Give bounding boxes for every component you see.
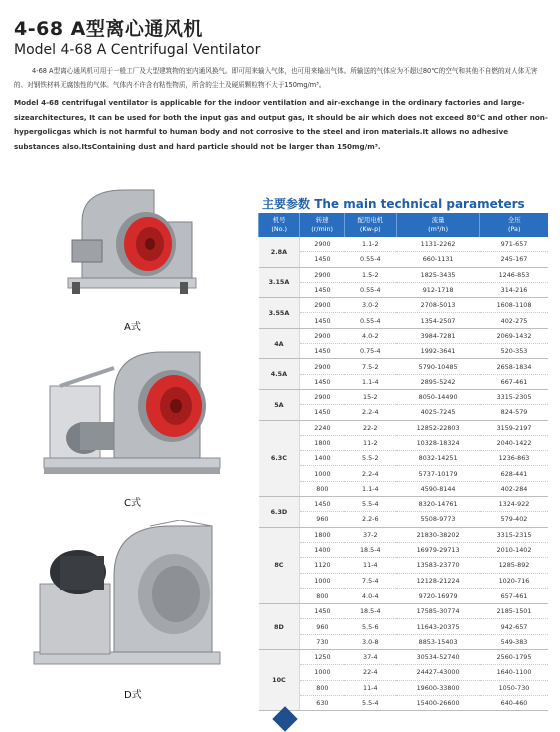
table-cell: 18.5-4 xyxy=(344,604,396,619)
table-cell: 1246-853 xyxy=(480,267,548,282)
model-number-cell: 2.8A xyxy=(259,237,300,267)
table-cell: 402-275 xyxy=(480,313,548,328)
table-cell: 0.55-4 xyxy=(344,252,396,267)
table-row xyxy=(259,604,549,619)
parameters-table xyxy=(258,213,548,711)
table-cell: 2240 xyxy=(300,420,345,435)
table-cell: 1354-2507 xyxy=(396,313,480,328)
table-cell: 2185-1501 xyxy=(480,604,548,619)
table-cell: 4.0-2 xyxy=(344,328,396,343)
table-cell: 37-2 xyxy=(344,527,396,542)
table-cell: 2900 xyxy=(300,298,345,313)
table-header-cell xyxy=(480,213,548,237)
table-cell: 1000 xyxy=(300,466,345,481)
fan-d-label: D式 xyxy=(124,690,142,701)
table-cell: 1250 xyxy=(300,650,345,665)
table-cell: 1825-3435 xyxy=(396,267,480,282)
table-row xyxy=(259,497,549,512)
table-cell: 549-383 xyxy=(480,634,548,649)
table-row xyxy=(259,680,549,695)
table-cell: 1050-730 xyxy=(480,680,548,695)
model-number-cell: 3.55A xyxy=(259,298,300,329)
table-cell: 657-461 xyxy=(480,588,548,603)
table-cell: 1000 xyxy=(300,573,345,588)
model-number-cell: 8D xyxy=(259,604,300,650)
model-number-cell: 3.15A xyxy=(259,267,300,298)
table-cell: 0.75-4 xyxy=(344,344,396,359)
table-cell: 1450 xyxy=(300,313,345,328)
table-cell: 3.0-2 xyxy=(344,298,396,313)
table-row xyxy=(259,542,549,557)
table-row xyxy=(259,650,549,665)
table-cell: 11-4 xyxy=(344,680,396,695)
table-cell: 5508-9773 xyxy=(396,512,480,527)
table-cell: 8320-14761 xyxy=(396,497,480,512)
table-cell: 11-2 xyxy=(344,435,396,450)
table-cell: 5.5-4 xyxy=(344,497,396,512)
table-cell: 2900 xyxy=(300,389,345,404)
table-cell: 628-441 xyxy=(480,466,548,481)
table-row xyxy=(259,512,549,527)
model-number-cell: 6.3C xyxy=(259,420,300,496)
model-number-cell: 5A xyxy=(259,389,300,420)
table-row xyxy=(259,634,549,649)
table-cell: 1.1-4 xyxy=(344,481,396,496)
table-cell: 1450 xyxy=(300,252,345,267)
table-cell: 520-353 xyxy=(480,344,548,359)
table-cell: 1120 xyxy=(300,558,345,573)
table-row xyxy=(259,695,549,710)
table-cell: 8032-14251 xyxy=(396,451,480,466)
table-cell: 942-657 xyxy=(480,619,548,634)
table-row xyxy=(259,527,549,542)
table-cell: 15400-26600 xyxy=(396,695,480,710)
model-number-cell: 10C xyxy=(259,650,300,711)
params-title-cn: 主要参数 xyxy=(262,197,311,211)
table-row xyxy=(259,420,549,435)
table-header-cell xyxy=(344,213,396,237)
table-header-row xyxy=(259,213,549,237)
header-label-cn: 配用电机 xyxy=(357,216,384,224)
model-number-cell: 8C xyxy=(259,527,300,603)
table-cell: 15-2 xyxy=(344,389,396,404)
table-cell: 18.5-4 xyxy=(344,542,396,557)
table-cell: 7.5-4 xyxy=(344,573,396,588)
table-cell: 960 xyxy=(300,512,345,527)
table-cell: 2900 xyxy=(300,328,345,343)
table-row xyxy=(259,619,549,634)
table-cell: 5.5-6 xyxy=(344,619,396,634)
table-cell: 4025-7245 xyxy=(396,405,480,420)
table-cell: 1450 xyxy=(300,374,345,389)
table-row xyxy=(259,405,549,420)
table-cell: 1000 xyxy=(300,665,345,680)
model-number-cell: 6.3D xyxy=(259,497,300,528)
table-header-cell xyxy=(259,213,300,237)
table-cell: 1450 xyxy=(300,344,345,359)
table-cell: 1131-2262 xyxy=(396,237,480,252)
table-cell: 667-461 xyxy=(480,374,548,389)
table-cell: 1236-863 xyxy=(480,451,548,466)
table-row xyxy=(259,466,549,481)
table-cell: 1800 xyxy=(300,527,345,542)
table-cell: 1324-922 xyxy=(480,497,548,512)
fan-a-illustration xyxy=(62,182,204,302)
table-cell: 30534-52740 xyxy=(396,650,480,665)
table-cell: 2900 xyxy=(300,267,345,282)
table-row xyxy=(259,328,549,343)
table-cell: 824-579 xyxy=(480,405,548,420)
table-cell: 2895-5242 xyxy=(396,374,480,389)
table-row xyxy=(259,588,549,603)
header-label-en: (r/min) xyxy=(311,225,334,233)
table-cell: 3315-2315 xyxy=(480,527,548,542)
table-row xyxy=(259,665,549,680)
header-label-cn: 全压 xyxy=(507,216,521,224)
header-label-en: (m³/h) xyxy=(428,225,449,233)
table-cell: 4590-8144 xyxy=(396,481,480,496)
params-title xyxy=(262,195,525,212)
table-cell: 5737-10179 xyxy=(396,466,480,481)
table-cell: 2069-1432 xyxy=(480,328,548,343)
fan-d-illustration xyxy=(30,520,226,680)
table-cell: 730 xyxy=(300,634,345,649)
table-header-cell xyxy=(396,213,480,237)
table-cell: 0.55-4 xyxy=(344,282,396,297)
table-cell: 1450 xyxy=(300,497,345,512)
table-cell: 19600-33800 xyxy=(396,680,480,695)
table-cell: 9720-16979 xyxy=(396,588,480,603)
table-cell: 2.2-6 xyxy=(344,512,396,527)
table-cell: 10328-18324 xyxy=(396,435,480,450)
fan-c-illustration xyxy=(40,346,230,486)
table-cell: 7.5-2 xyxy=(344,359,396,374)
model-number-cell: 4.5A xyxy=(259,359,300,390)
table-row xyxy=(259,573,549,588)
table-cell: 12128-21224 xyxy=(396,573,480,588)
page-title-en: Model 4-68 A Centrifugal Ventilator xyxy=(14,42,261,58)
table-row xyxy=(259,481,549,496)
table-cell: 2.2-4 xyxy=(344,405,396,420)
header-label-cn: 机号 xyxy=(272,216,286,224)
table-cell: 13583-23770 xyxy=(396,558,480,573)
table-row xyxy=(259,558,549,573)
table-cell: 2560-1795 xyxy=(480,650,548,665)
table-cell: 1.1-4 xyxy=(344,374,396,389)
header-label-cn: 转速 xyxy=(315,216,329,224)
table-cell: 17585-30774 xyxy=(396,604,480,619)
table-row xyxy=(259,344,549,359)
table-header-cell xyxy=(300,213,345,237)
table-row xyxy=(259,313,549,328)
table-cell: 1992-3641 xyxy=(396,344,480,359)
intro-paragraph-cn: 4-68 A型离心通风机可用于一般工厂及大型建筑物的室内通风换气。即可用来输入气体，也可用来输出气体。所输送的气体应为不超过80℃的空气和其他不自燃的对人体无害的、对钢铁材料无腐蚀性的气体。气体内不许含有粘性物质，所含的尘土及硬质颗粒物不大于150mg/m³。 xyxy=(14,67,538,89)
table-row xyxy=(259,252,549,267)
table-cell: 3315-2305 xyxy=(480,389,548,404)
table-cell: 245-167 xyxy=(480,252,548,267)
table-row xyxy=(259,374,549,389)
table-cell: 1020-716 xyxy=(480,573,548,588)
table-cell: 800 xyxy=(300,481,345,496)
header-label-en: (No.) xyxy=(271,225,287,233)
table-cell: 1400 xyxy=(300,542,345,557)
table-row xyxy=(259,389,549,404)
table-cell: 2658-1834 xyxy=(480,359,548,374)
header-label-en: (Kw-p) xyxy=(359,225,381,233)
table-cell: 2040-1422 xyxy=(480,435,548,450)
table-cell: 22-4 xyxy=(344,665,396,680)
table-row xyxy=(259,267,549,282)
table-cell: 1800 xyxy=(300,435,345,450)
table-cell: 1.1-2 xyxy=(344,237,396,252)
table-cell: 3.0-8 xyxy=(344,634,396,649)
table-cell: 800 xyxy=(300,680,345,695)
table-cell: 1.5-2 xyxy=(344,267,396,282)
table-cell: 37-4 xyxy=(344,650,396,665)
table-row xyxy=(259,237,549,252)
table-row xyxy=(259,435,549,450)
model-number-cell: 4A xyxy=(259,328,300,359)
fan-c-label: C式 xyxy=(124,498,141,509)
table-cell: 800 xyxy=(300,588,345,603)
table-cell: 5.5-4 xyxy=(344,695,396,710)
header-label-cn: 流量 xyxy=(431,216,445,224)
table-cell: 2900 xyxy=(300,359,345,374)
table-cell: 1400 xyxy=(300,451,345,466)
table-row xyxy=(259,298,549,313)
table-cell: 912-1718 xyxy=(396,282,480,297)
table-row xyxy=(259,282,549,297)
table-row xyxy=(259,359,549,374)
table-cell: 660-1131 xyxy=(396,252,480,267)
table-cell: 960 xyxy=(300,619,345,634)
table-cell: 8853-15403 xyxy=(396,634,480,649)
table-cell: 971-657 xyxy=(480,237,548,252)
table-cell: 11-4 xyxy=(344,558,396,573)
table-cell: 0.55-4 xyxy=(344,313,396,328)
table-cell: 5790-10485 xyxy=(396,359,480,374)
fan-a-label: A式 xyxy=(124,322,141,333)
table-body xyxy=(259,237,549,711)
table-cell: 1608-1108 xyxy=(480,298,548,313)
table-cell: 2010-1402 xyxy=(480,542,548,557)
table-cell: 11643-20375 xyxy=(396,619,480,634)
table-cell: 3159-2197 xyxy=(480,420,548,435)
table-cell: 1450 xyxy=(300,405,345,420)
table-cell: 24427-43000 xyxy=(396,665,480,680)
table-cell: 16979-29713 xyxy=(396,542,480,557)
header-label-en: (Pa) xyxy=(508,225,521,233)
table-cell: 2708-5013 xyxy=(396,298,480,313)
intro-paragraph-en: Model 4-68 centrifugal ventilator is applicable for the indoor ventilation and air-exchange in the ordinary factories and large-sizearchitectures, It can be used for both the input gas and output gas, It should be air which does not exceed 80℃ and other non-hypergolicgas which is not harmful to human body and not corrosive to the steel and iron materials.It allows no adhesive substances also.ItsContaining dust and hard particle should not be larger than 150mg/m³. xyxy=(14,98,548,151)
table-cell: 2.2-4 xyxy=(344,466,396,481)
page-title-cn: 4-68 A型离心通风机 xyxy=(14,18,203,40)
table-cell: 22-2 xyxy=(344,420,396,435)
table-cell: 579-402 xyxy=(480,512,548,527)
table-cell: 4.0-4 xyxy=(344,588,396,603)
table-cell: 21830-38202 xyxy=(396,527,480,542)
table-cell: 1640-1100 xyxy=(480,665,548,680)
table-cell: 1450 xyxy=(300,282,345,297)
table-cell: 640-460 xyxy=(480,695,548,710)
table-cell: 8050-14490 xyxy=(396,389,480,404)
table-cell: 1285-892 xyxy=(480,558,548,573)
params-title-en: The main technical parameters xyxy=(314,197,525,211)
table-cell: 12852-22803 xyxy=(396,420,480,435)
table-cell: 5.5-2 xyxy=(344,451,396,466)
table-cell: 314-216 xyxy=(480,282,548,297)
table-cell: 1450 xyxy=(300,604,345,619)
table-row xyxy=(259,451,549,466)
table-cell: 402-284 xyxy=(480,481,548,496)
table-cell: 630 xyxy=(300,695,345,710)
table-cell: 3984-7281 xyxy=(396,328,480,343)
table-cell: 2900 xyxy=(300,237,345,252)
